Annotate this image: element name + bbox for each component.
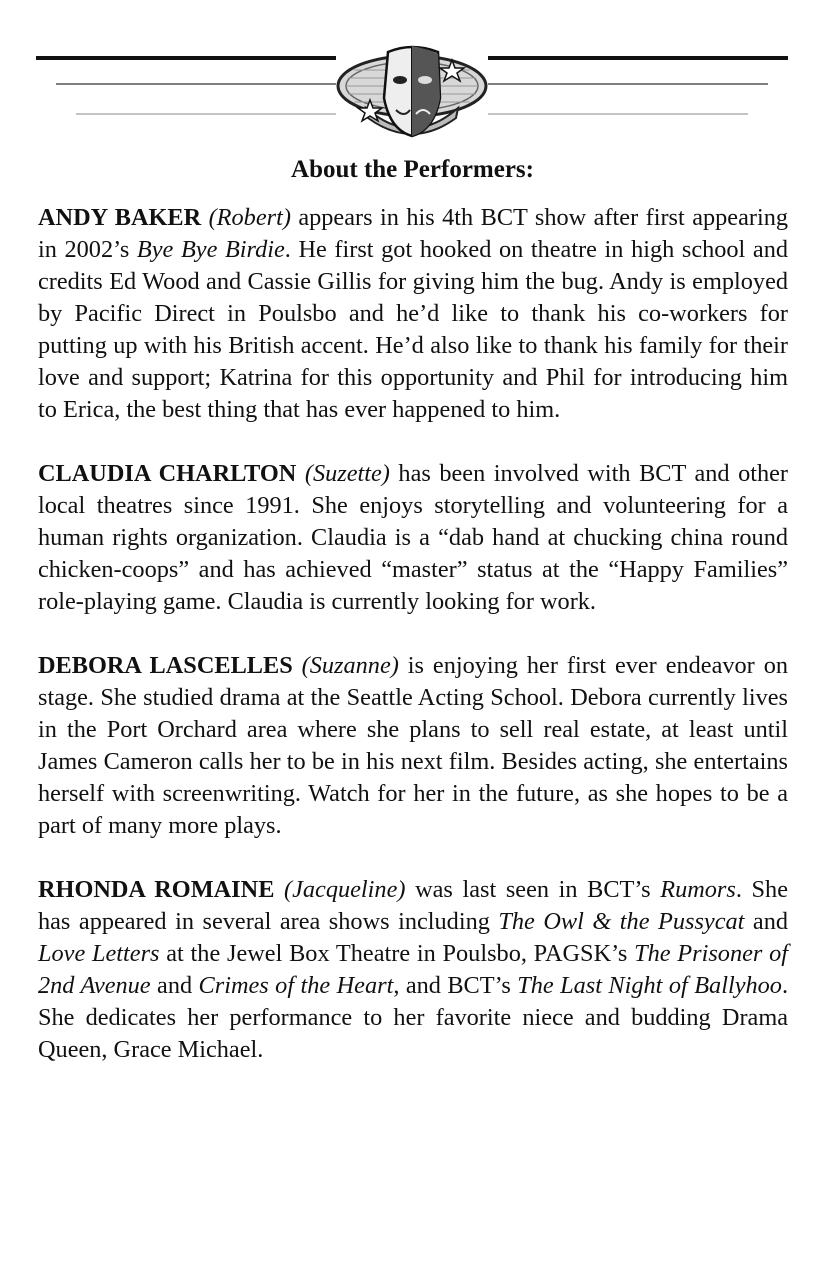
bio-text: and: [150, 972, 199, 999]
show-title: The Owl & the Pussycat: [498, 908, 745, 935]
character-role: (Suzanne): [301, 652, 399, 679]
performer-name: ANDY BAKER: [38, 204, 202, 231]
theatre-masks-emblem-icon: [36, 38, 788, 148]
bio-text: [274, 876, 284, 903]
show-title: The Last Night of Ballyhoo: [517, 972, 782, 999]
bio-andy-baker: [38, 202, 788, 426]
character-role: (Robert): [208, 204, 291, 231]
bio-text: has been involved with BCT and other local theatres since 1991. She enjoys storytelling and volunteering for a human rights organization. Claudia is a “dab hand at chucking china round chicken-coops” and has achieved “master” status at the “Happy Families” role-playing game. Claudia is currently looking for work.: [38, 460, 788, 615]
character-role: (Jacqueline): [284, 876, 406, 903]
bio-text: at the Jewel Box Theatre in Poulsbo, PAGSK’s: [159, 940, 635, 967]
bio-text: [201, 204, 208, 231]
show-title: Love Letters: [38, 940, 160, 967]
bio-text: . She dedicates her performance to her favorite niece and budding Drama Queen, Grace Michael.: [38, 972, 789, 1063]
bio-debora-lascelles: [38, 650, 788, 842]
bio-text: is enjoying her first ever endeavor on stage. She studied drama at the Seattle Acting School. Debora currently lives in the Port Orchard area where she plans to sell real estate, at least until James Cameron calls her to be in his next film. Besides acting, she entertains herself with screenwriting. Watch for her in the future, as she hopes to be a part of many more plays.: [38, 652, 788, 839]
performer-bios: [38, 202, 788, 1098]
bio-text: was last seen in BCT’s: [405, 876, 661, 903]
page-title: About the Performers:: [291, 156, 534, 183]
show-title: Bye Bye Birdie: [136, 236, 285, 263]
bio-text: [296, 460, 305, 487]
bio-text: , and BCT’s: [393, 972, 518, 999]
performer-name: CLAUDIA CHARLTON: [38, 460, 297, 487]
bio-text: appears in his 4th BCT show after first appearing in 2002’s: [38, 204, 788, 263]
show-title: The Prisoner of 2nd Avenue: [38, 940, 788, 999]
bio-text: [293, 652, 302, 679]
bio-text: and: [744, 908, 788, 935]
show-title: Rumors: [660, 876, 736, 903]
performer-name: RHONDA ROMAINE: [38, 876, 275, 903]
bio-text: . She has appeared in several area shows including: [38, 876, 788, 935]
show-title: Crimes of the Heart: [198, 972, 394, 999]
bio-text: . He first got hooked on theatre in high school and credits Ed Wood and Cassie Gillis for giving him the bug. Andy is employed by Pacific Direct in Poulsbo and he’d like to thank his co-workers for putting up with his British accent. He’d also like to thank his family for their love and support; Katrina for this opportunity and Phil for introducing him to Erica, the best thing that has ever happened to him.: [38, 236, 788, 423]
performer-name: DEBORA LASCELLES: [38, 652, 293, 679]
bio-rhonda-romaine: [38, 874, 788, 1066]
bio-claudia-charlton: [38, 458, 788, 618]
character-role: (Suzette): [304, 460, 390, 487]
